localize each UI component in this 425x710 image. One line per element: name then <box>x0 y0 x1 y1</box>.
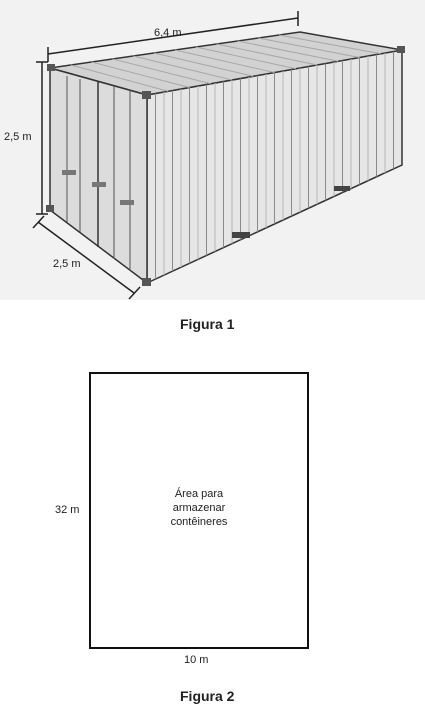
width-tick-right <box>129 287 140 299</box>
storage-area-label-line-3: contêineres <box>170 516 228 528</box>
area-width-label: 10 m <box>184 654 209 666</box>
corner-casting-1 <box>47 64 55 71</box>
forklift-pocket-2 <box>334 186 350 191</box>
length-label: 6,4 m <box>154 27 182 39</box>
corner-casting-2 <box>142 91 151 99</box>
area-height-label: 32 m <box>55 504 80 516</box>
storage-area-label-line-1: Área para <box>174 488 224 500</box>
storage-area-rectangle <box>89 372 309 649</box>
corner-casting-3 <box>397 46 405 53</box>
storage-area-label <box>91 487 307 529</box>
corner-casting-4 <box>142 278 151 286</box>
door-handle-1 <box>62 170 76 175</box>
width-label: 2,5 m <box>53 258 81 270</box>
width-tick-left <box>33 216 44 228</box>
door-handle-3 <box>120 200 134 205</box>
corner-casting-5 <box>46 205 54 212</box>
height-label: 2,5 m <box>4 131 32 143</box>
storage-area-label-line-2: armazenar <box>172 502 226 514</box>
forklift-pocket-1 <box>232 232 250 238</box>
door-handle-2 <box>92 182 106 187</box>
figure1-caption: Figura 1 <box>180 316 235 332</box>
shipping-container-drawing <box>0 0 425 310</box>
figure2-caption: Figura 2 <box>180 688 235 704</box>
